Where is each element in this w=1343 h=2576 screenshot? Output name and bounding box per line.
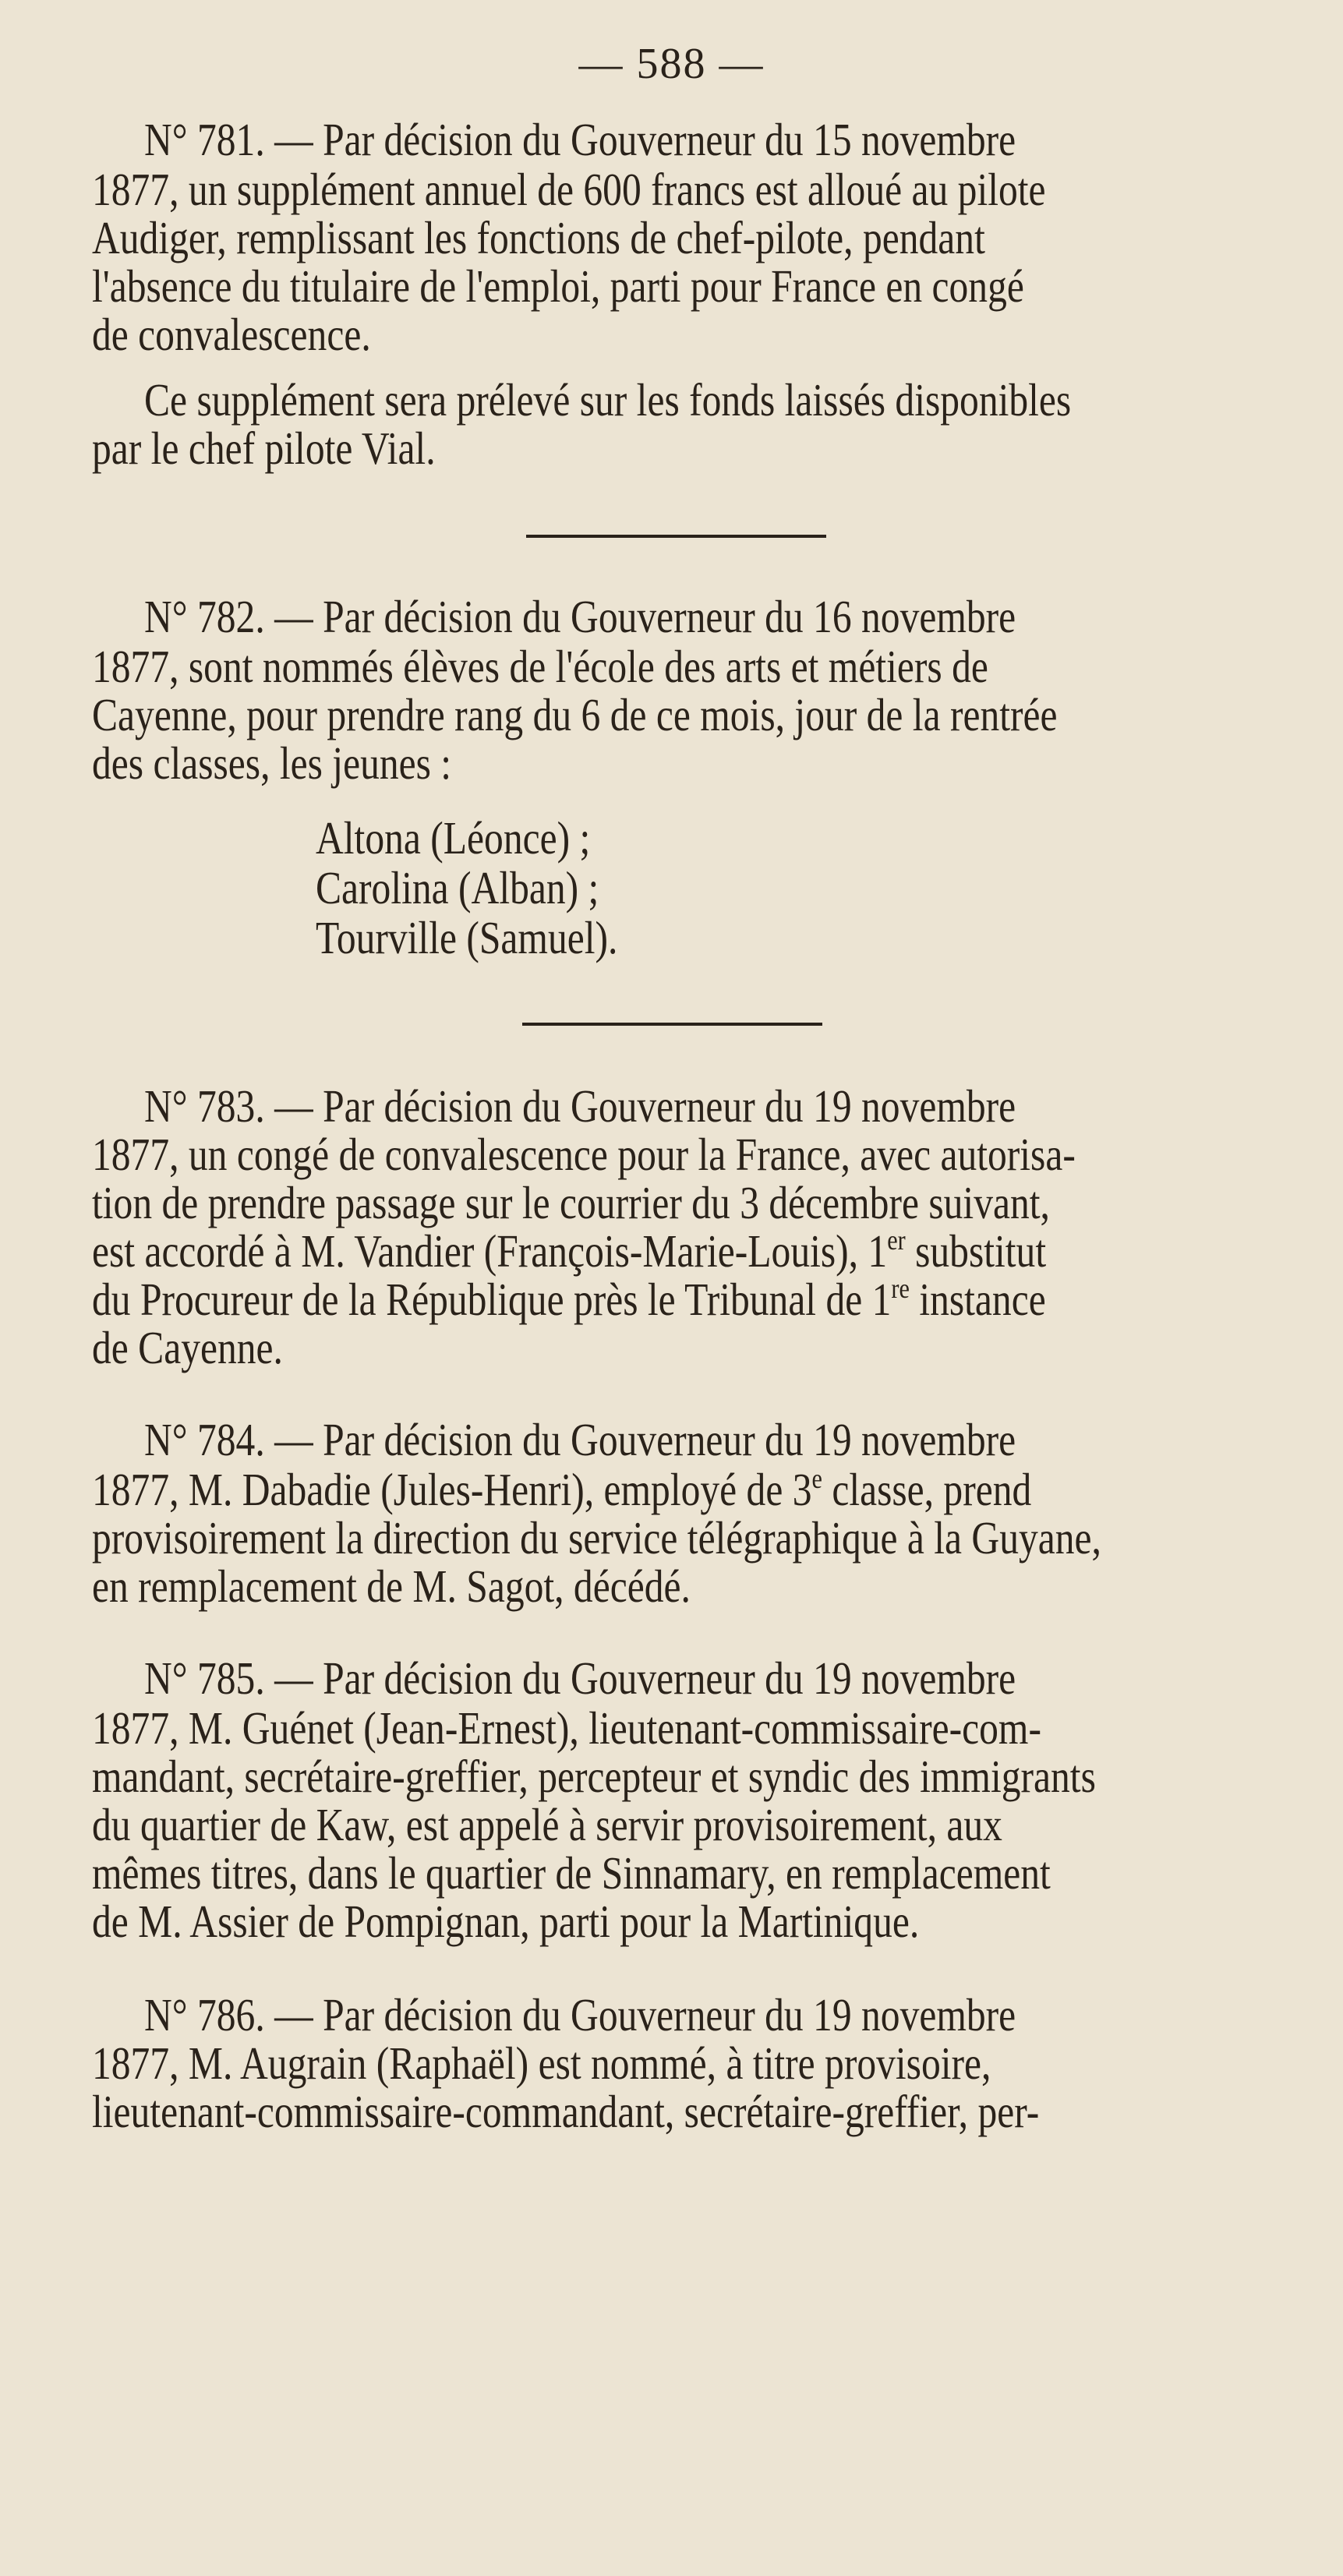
entry-785-line-1: N° 785. — Par décision du Gouverneur du 19 novembre	[144, 1652, 1016, 1704]
entry-784-line-1: N° 784. — Par décision du Gouverneur du 19 novembre	[144, 1414, 1016, 1465]
entry-785-line-4: du quartier de Kaw, est appelé à servir provisoirement, aux	[92, 1799, 1002, 1850]
entry-785-line-6: de M. Assier de Pompignan, parti pour la Martinique.	[92, 1896, 920, 1947]
entry-783-line-2: 1877, un congé de convalescence pour la France, avec autorisa-	[92, 1129, 1076, 1180]
entry-782-line-1: N° 782. — Par décision du Gouverneur du 16 novembre	[144, 591, 1016, 642]
student-name: Carolina (Alban) ;	[316, 862, 599, 913]
entry-783-line-5-tail: instance	[909, 1274, 1046, 1325]
entry-786-line-1: N° 786. — Par décision du Gouverneur du 19 novembre	[144, 1989, 1016, 2041]
entry-782-line-3: Cayenne, pour prendre rang du 6 de ce mois, jour de la rentrée	[92, 689, 1058, 740]
ordinal-superscript: er	[887, 1224, 906, 1256]
separator-rule	[522, 1023, 822, 1026]
entry-782-line-4: des classes, les jeunes :	[92, 737, 452, 789]
entry-781-line-1: N° 781. — Par décision du Gouverneur du 15 novembre	[144, 114, 1016, 165]
ordinal-superscript: e	[811, 1463, 822, 1494]
entry-782-line-2: 1877, sont nommés élèves de l'école des arts et métiers de	[92, 641, 988, 692]
entry-783-line-5	[92, 1275, 1087, 1323]
entry-781-line-2: 1877, un supplément annuel de 600 francs est alloué au pilote	[92, 164, 1046, 215]
entry-781-para2-line-1: Ce supplément sera prélevé sur les fonds laissés disponibles	[144, 374, 1072, 426]
entry-783-line-3: tion de prendre passage sur le courrier du 3 décembre suivant,	[92, 1177, 1050, 1228]
page-number: — 588 —	[578, 40, 765, 88]
ordinal-superscript: re	[891, 1273, 910, 1304]
entry-784-line-2	[92, 1465, 1087, 1514]
entry-784-line-2-text: 1877, M. Dabadie (Jules-Henri), employé de 3	[92, 1464, 812, 1515]
entry-785-line-3: mandant, secrétaire-greffier, percepteur et syndic des immigrants	[92, 1751, 1096, 1802]
entry-783-line-4-tail: substitut	[905, 1225, 1047, 1277]
entry-783-line-4	[92, 1224, 1087, 1277]
student-name: Tourville (Samuel).	[316, 912, 618, 963]
entry-786-line-3: lieutenant-commissaire-commandant, secrétaire-greffier, per-	[92, 2086, 1040, 2137]
entry-784-line-2-tail: classe, prend	[822, 1464, 1032, 1515]
entry-783-line-1: N° 783. — Par décision du Gouverneur du 19 novembre	[144, 1080, 1016, 1132]
entry-785-line-5: mêmes titres, dans le quartier de Sinnamary, en remplacement	[92, 1847, 1051, 1899]
separator-rule	[526, 535, 826, 538]
entry-783-line-4-text: est accordé à M. Vandier (François-Marie-Louis), 1	[92, 1225, 888, 1277]
entry-786-line-2: 1877, M. Augrain (Raphaël) est nommé, à titre provisoire,	[92, 2037, 991, 2089]
entry-785-line-2: 1877, M. Guénet (Jean-Ernest), lieutenant-commissaire-com-	[92, 1702, 1041, 1754]
entry-781-line-5: de convalescence.	[92, 309, 371, 360]
student-name: Altona (Léonce) ;	[316, 812, 591, 864]
entry-784-line-4: en remplacement de M. Sagot, décédé.	[92, 1560, 691, 1612]
entry-783-line-5-text: du Procureur de la République près le Tribunal de 1	[92, 1274, 892, 1325]
entry-781-line-3: Audiger, remplissant les fonctions de chef-pilote, pendant	[92, 212, 985, 263]
entry-781-line-4: l'absence du titulaire de l'emploi, parti pour France en congé	[92, 260, 1024, 312]
entry-781-para2-line-2: par le chef pilote Vial.	[92, 422, 436, 474]
entry-784-line-3: provisoirement la direction du service télégraphique à la Guyane,	[92, 1512, 1101, 1564]
entry-783-line-6: de Cayenne.	[92, 1322, 283, 1373]
